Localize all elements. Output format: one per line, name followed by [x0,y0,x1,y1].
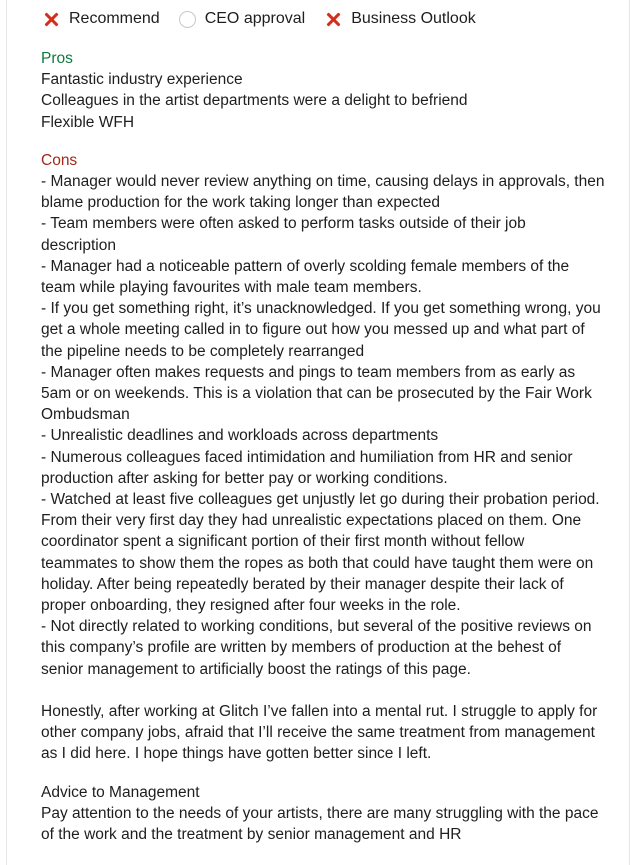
cons-line: - Manager would never review anything on time, causing delays in approvals, then [41,173,605,191]
cons-line: Ombudsman [41,406,130,424]
cons-line: - Watched at least five colleagues get unjustly let go during their probation period. [41,491,600,509]
ratings-row [44,8,497,30]
cons-line: proper onboarding, they resigned after four weeks in the role. [41,597,461,615]
x-icon [44,12,59,27]
pros-text [41,69,621,133]
cons-line: From their very first day they had unrealistic expectations placed on them. One [41,512,582,530]
rating-label: CEO approval [204,10,306,27]
cons-line: - Numerous colleagues faced intimidation and humiliation from HR and senior [41,448,573,466]
circle-icon [179,11,196,28]
cons-text [41,171,621,680]
cons-line: - Unrealistic deadlines and workloads across departments [41,427,439,445]
cons-line: team while playing favourites with male team members. [41,279,422,297]
rating-recommend [44,10,160,28]
cons-line: - Not directly related to working conditions, but several of the positive reviews on [41,618,592,636]
closing-line: other company jobs, afraid that I’ll receive the same treatment from management [41,724,595,742]
rating-ceo-approval [181,10,306,28]
advice-line: of the work and the treatment by senior management and HR [41,825,462,843]
cons-line: this company’s profile are written by members of production at the behest of [41,639,562,657]
review-body [41,48,621,845]
pros-heading: Pros [41,50,73,67]
cons-line: get a whole meeting called in to figure out how you messed up and what part of [41,321,585,339]
cons-line: blame production for the work taking longer than expected [41,194,440,212]
cons-line: teammates to show them the ropes as both that could have taught them were on [41,554,594,572]
cons-closing-text [41,701,621,765]
rating-label: Recommend [69,10,160,27]
cons-line: coordinator spent a significant portion of their first month without fellow [41,533,525,551]
closing-line: as I did here. I hope things have gotten better since I left. [41,745,432,763]
pros-line: Colleagues in the artist departments were a delight to befriend [41,92,468,110]
closing-line: Honestly, after working at Glitch I’ve fallen into a mental rut. I struggle to apply for [41,702,598,720]
cons-line: - Manager often makes requests and pings to team members from as early as [41,363,576,381]
cons-line: the pipeline needs to be completely rearranged [41,342,365,360]
rating-label: Business Outlook [351,10,476,27]
pros-line: Flexible WFH [41,113,135,131]
cons-line: - Team members were often asked to perform tasks outside of their job [41,215,526,233]
pros-line: Fantastic industry experience [41,71,243,89]
rating-business-outlook [326,10,476,28]
advice-heading: Advice to Management [41,783,200,801]
advice-text [41,803,621,845]
cons-line: description [41,236,116,254]
cons-line: - Manager had a noticeable pattern of overly scolding female members of the [41,257,570,275]
cons-line: 5am or on weekends. This is a violation that can be prosecuted by the Fair Work [41,385,592,403]
cons-line: - If you get something right, it’s unacknowledged. If you get something wrong, you [41,300,601,318]
cons-line: holiday. After being repeatedly berated by their manager despite their lack of [41,575,564,593]
cons-line: production after asking for better pay or working conditions. [41,469,448,487]
advice-line: Pay attention to the needs of your artists, there are many struggling with the pace [41,804,599,822]
cons-heading: Cons [41,151,78,169]
cons-line: senior management to artificially boost the ratings of this page. [41,660,471,678]
x-icon [326,12,341,27]
